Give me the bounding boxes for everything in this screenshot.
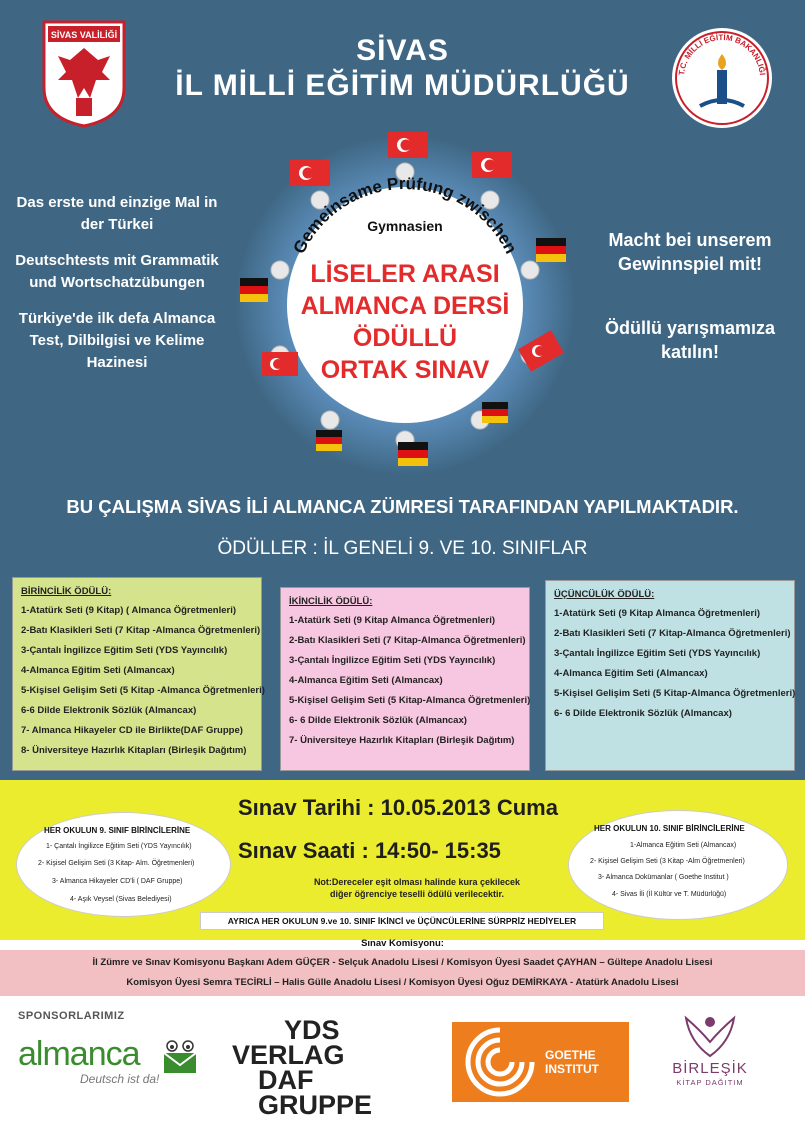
list-item: 6- 6 Dilde Elektronik Sözlük (Almancax): [289, 715, 467, 726]
yds-verlag-logo: [232, 1015, 432, 1120]
meb-logo-text: T.C. MİLLİ EĞİTİM BAKANLIĞI: [677, 32, 767, 76]
globe-center-text: [280, 258, 530, 386]
sponsors-label: SPONSORLARIMIZ: [18, 1010, 125, 1022]
list-item: 1-Atatürk Seti (9 Kitap Almanca Öğretmenleri): [554, 608, 761, 619]
committee-line-1: İl Zümre ve Sınav Komisyonu Başkanı Adem GÜÇER - Selçuk Anadolu Lisesi / Komisyon Üyesi Saadet ÇAYHAN – Gültepe Anadolu Lisesi: [92, 957, 713, 968]
list-item: 4-Almanca Eğitim Seti (Almancax): [289, 675, 443, 686]
list-item: 3-Çantalı İngilizce Eğitim Seti (YDS Yayıncılık): [554, 648, 761, 659]
right-text-1: Macht bei unserem Gewinnspiel mit!: [608, 230, 772, 274]
almanca-text: almanca: [18, 1035, 140, 1073]
title-line1: SİVAS: [356, 34, 449, 67]
left-text-3: Türkiye'de ilk defa Almanca Test, Dilbilgisi ve Kelime Hazinesi: [18, 310, 216, 371]
center-line-4: ORTAK SINAV: [320, 356, 490, 384]
meb-logo: [670, 26, 774, 130]
list-item: 2-Batı Klasikleri Seti (7 Kitap -Almanca Öğretmenleri): [21, 625, 261, 636]
exam-time: Sınav Saati : 14:50- 15:35: [238, 838, 501, 863]
exam-date: Sınav Tarihi : 10.05.2013 Cuma: [238, 795, 558, 820]
goethe-text: [545, 1048, 599, 1076]
goethe-institut-logo: [452, 1022, 629, 1102]
gymnasien-text: Gymnasien: [367, 218, 443, 234]
list-item: 4- Aşık Veysel (Sivas Belediyesi): [70, 896, 172, 903]
list-item: 3-Çantalı İngilizce Eğitim Seti (YDS Yayıncılık): [21, 645, 228, 656]
list-item: 8- Üniversiteye Hazırlık Kitapları (Birleşik Dağıtım): [21, 745, 247, 756]
list-item: 3-Çantalı İngilizce Eğitim Seti (YDS Yayıncılık): [289, 655, 496, 666]
second-prize-box: [280, 587, 530, 771]
third-prize-title: ÜÇÜNCÜLÜK ÖDÜLÜ:: [554, 589, 655, 600]
list-item: 3- Almanca Dokümanlar ( Goethe Institut ): [598, 874, 729, 881]
list-item: 4- Sivas İli (İl Kültür ve T. Müdürlüğü): [612, 891, 727, 898]
yds-line2: VERLAG: [232, 1040, 345, 1070]
committee-line-2: Komisyon Üyesi Semra TECİRLİ – Halis Gülle Anadolu Lisesi / Komisyon Üyesi Oğuz DEMİRKAYA - Atatürk Anadolu Lisesi: [126, 977, 679, 988]
list-item: 1- Çantalı İngilizce Eğitim Seti (YDS Yayıncılık): [46, 843, 192, 850]
page-title: [130, 34, 675, 104]
first-prize-box: [12, 577, 265, 771]
awards-line: ÖDÜLLER : İL GENELİ 9. VE 10. SINIFLAR: [217, 538, 588, 559]
list-item: 5-Kişisel Gelişim Seti (5 Kitap -Almanca Öğretmenleri): [21, 685, 265, 696]
list-item: 1-Atatürk Seti (9 Kitap) ( Almanca Öğretmenleri): [21, 605, 237, 616]
list-item: 3- Almanca Hikayeler CD'li ( DAF Gruppe): [52, 878, 183, 885]
title-line2: İL MİLLİ EĞİTİM MÜDÜRLÜĞÜ: [175, 69, 630, 102]
list-item: 2- Kişisel Gelişim Seti (3 Kitap -Alm Öğretmenleri): [590, 858, 745, 865]
almancax-envelope-icon: [162, 1040, 198, 1074]
right-text-2: Ödüllü yarışmamıza katılın!: [604, 318, 776, 362]
birlesik-text: BİRLEŞİK: [672, 1060, 748, 1077]
right-text-block: [595, 228, 785, 404]
list-item: 6- 6 Dilde Elektronik Sözlük (Almancax): [554, 708, 732, 719]
main-banner: BU ÇALIŞMA SİVAS İLİ ALMANCA ZÜMRESİ TARAFINDAN YAPILMAKTADIR.: [66, 496, 739, 517]
list-item: 1-Almanca Eğitim Seti (Almancax): [630, 842, 737, 849]
first-prize-title: BİRİNCİLİK ÖDÜLÜ:: [21, 586, 112, 597]
left-text-1: Das erste und einzige Mal in der Türkei: [16, 194, 218, 233]
arc-text: Gemeinsame Prüfung zwischen: [289, 173, 521, 257]
birlesik-emblem-icon: [680, 1012, 740, 1058]
committee-band: [0, 950, 805, 996]
second-prize-title: İKİNCİLİK ÖDÜLÜ:: [289, 596, 373, 607]
list-item: 4-Almanca Eğitim Seti (Almancax): [21, 665, 175, 676]
surprise-gifts-bar: AYRICA HER OKULUN 9.ve 10. SINIF İKİNCİ ve ÜÇÜNCÜLERİNE SÜRPRİZ HEDİYELER: [200, 912, 604, 930]
exam-note: [262, 876, 572, 900]
sivas-valiligi-logo: [40, 18, 128, 128]
note-line-2: diğer öğrenciye teselli ödülü verilecektir.: [329, 889, 505, 899]
sivas-logo-text: SİVAS VALİLİĞİ: [50, 30, 118, 40]
list-item: 5-Kişisel Gelişim Seti (5 Kitap-Almanca Öğretmenleri): [289, 695, 531, 706]
birlesik-subtext: KİTAP DAĞITIM: [676, 1078, 744, 1087]
svg-text:Gemeinsame Prüfung zwischen: [289, 174, 520, 257]
list-item: 2-Batı Klasikleri Seti (7 Kitap-Almanca Öğretmenleri): [554, 628, 791, 639]
class9-title: HER OKULUN 9. SINIF BİRİNCİLERİNE: [44, 826, 191, 835]
class10-title: HER OKULUN 10. SINIF BİRİNCİLERİNE: [594, 824, 745, 833]
list-item: 1-Atatürk Seti (9 Kitap Almanca Öğretmenleri): [289, 615, 496, 626]
goethe-line2: INSTITUT: [545, 1062, 599, 1076]
list-item: 6-6 Dilde Elektronik Sözlük (Almancax): [21, 705, 197, 716]
almanca-slogan: Deutsch ist da!: [80, 1072, 160, 1086]
list-item: 2- Kişisel Gelişim Seti (3 Kitap- Alm. Öğretmenleri): [38, 860, 195, 867]
yds-line1: YDS: [284, 1015, 340, 1045]
list-item: 2-Batı Klasikleri Seti (7 Kitap-Almanca Öğretmenleri): [289, 635, 526, 646]
committee-label: Sınav Komisyonu:: [361, 938, 444, 949]
left-text-2: Deutschtests mit Grammatik und Wortschatzübungen: [15, 252, 219, 291]
list-item: 5-Kişisel Gelişim Seti (5 Kitap-Almanca Öğretmenleri): [554, 688, 796, 699]
list-item: 7- Almanca Hikayeler CD ile Birlikte(DAF Gruppe): [21, 725, 243, 736]
center-line-2: ALMANCA DERSİ: [300, 292, 510, 320]
center-line-3: ÖDÜLLÜ: [352, 324, 458, 352]
left-text-block: [12, 192, 222, 388]
list-item: 4-Almanca Eğitim Seti (Almancax): [554, 668, 708, 679]
note-line-1: Not:Dereceler eşit olması halinde kura çekilecek: [313, 877, 521, 887]
almancax-logo: [18, 1035, 140, 1074]
center-line-1: LİSELER ARASI: [310, 260, 500, 288]
list-item: 7- Üniversiteye Hazırlık Kitapları (Birleşik Dağıtım): [289, 735, 515, 746]
yds-line3: DAF GRUPPE: [258, 1065, 373, 1120]
goethe-line1: GOETHE: [545, 1048, 596, 1062]
third-prize-box: [545, 580, 795, 771]
